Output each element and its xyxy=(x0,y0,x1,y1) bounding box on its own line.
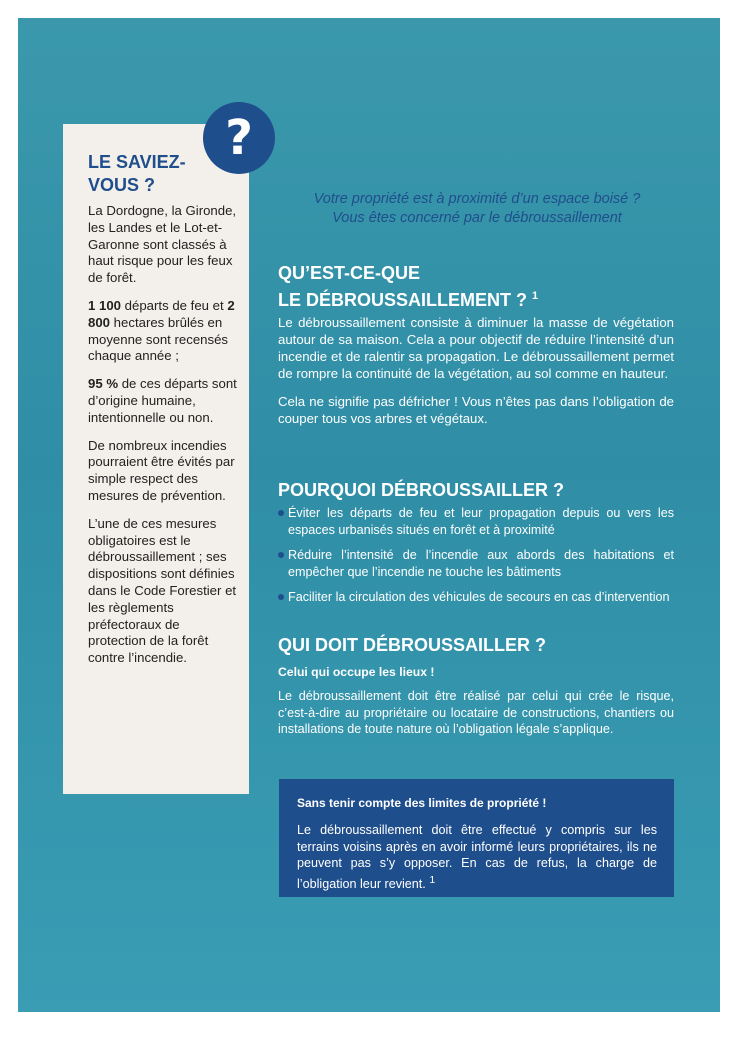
sidebar-text-part: hectares brûlés en moyenne sont recensés chaque année ; xyxy=(88,314,229,364)
body-paragraph: Le débroussaillement doit être réalisé par celui qui crée le risque, c’est-à-dire au propriétaire ou locataire de constructions, chantiers ou installations de toute nature où l’obligation légale s’applique. xyxy=(278,689,674,736)
bullet-icon xyxy=(278,594,284,600)
sidebar-title: LE SAVIEZ-VOUS ? xyxy=(88,152,186,195)
intro-line: Votre propriété est à proximité d’un espace boisé ? xyxy=(313,191,641,207)
intro-question xyxy=(262,190,692,228)
bullet-text: Éviter les départs de feu et leur propagation depuis ou vers les espaces urbanisés situés en forêt et à proximité xyxy=(288,506,674,537)
box-body: Le débroussaillement doit être effectué y compris sur les terrains voisins après en avoir informé leurs propriétaires, ils ne peuvent pas s’y opposer. En cas de refus, la charge de l’obligation leur revient. xyxy=(297,823,657,891)
bullet-icon xyxy=(278,552,284,558)
question-mark-icon: ? xyxy=(203,102,275,174)
footnote-marker: 1 xyxy=(429,873,436,886)
sidebar-text-part: départs de feu et xyxy=(121,297,228,313)
stat-hectares: 2 800 xyxy=(88,297,235,330)
why-bullet-list xyxy=(278,505,674,615)
sidebar-paragraph: De nombreux incendies pourraient être évités par simple respect des mesures de prévention. xyxy=(88,437,235,503)
section-title-who: QUI DOIT DÉBROUSSAILLER ? xyxy=(278,635,547,655)
section-title-line: LE DÉBROUSSAILLEMENT ? xyxy=(278,290,528,310)
stat-human-origin: 95 % xyxy=(88,376,119,392)
sidebar-paragraph: La Dordogne, la Gironde, les Landes et le Lot-et-Garonne sont classés à haut risque pour les feux de forêt. xyxy=(88,203,237,286)
list-item xyxy=(278,505,674,538)
body-paragraph: Cela ne signifie pas défricher ! Vous n’êtes pas dans l’obligation de couper tous vos arbres et végétaux. xyxy=(278,394,674,426)
list-item xyxy=(278,589,674,606)
body-paragraph: Le débroussaillement consiste à diminuer la masse de végétation autour de sa maison. Cela a pour objectif de réduire l’intensité d’un incendie et de ralentir sa propagation. Le débroussaillement permet de rompre la continuité de la végétation, au sol comme en hauteur. xyxy=(278,315,674,381)
sidebar-text-part: de ces départs sont d’origine humaine, intentionnelle ou non. xyxy=(88,376,237,425)
bullet-icon xyxy=(278,510,284,516)
bullet-text: Réduire l’intensité de l’incendie aux abords des habitations et empêcher que l’incendie ne touche les bâtiments xyxy=(288,548,674,579)
sidebar-text xyxy=(88,203,238,667)
section-title-line: QU’EST-CE-QUE xyxy=(278,263,421,283)
section-title-what xyxy=(278,262,538,312)
stat-departures: 1 100 xyxy=(88,297,122,313)
section-subtitle: Celui qui occupe les lieux ! xyxy=(278,665,435,679)
box-text xyxy=(297,822,657,892)
intro-line: Vous êtes concerné par le débroussaillement xyxy=(332,210,622,226)
box-title: Sans tenir compte des limites de propriété ! xyxy=(297,796,547,810)
section-body-who xyxy=(278,688,674,749)
section-title-why: POURQUOI DÉBROUSSAILLER ? xyxy=(278,480,565,500)
sidebar-paragraph xyxy=(88,298,238,365)
section-body-what xyxy=(278,314,674,438)
sidebar-paragraph xyxy=(88,376,238,426)
footnote-marker: 1 xyxy=(532,290,539,302)
sidebar-paragraph: L’une de ces mesures obligatoires est le débroussaillement ; ses dispositions sont définies dans le Code Forestier et les règlements préfectoraux de protection de la forêt contre l’incendie. xyxy=(88,515,237,666)
list-item xyxy=(278,547,674,580)
bullet-text: Faciliter la circulation des véhicules de secours en cas d’intervention xyxy=(288,590,670,604)
